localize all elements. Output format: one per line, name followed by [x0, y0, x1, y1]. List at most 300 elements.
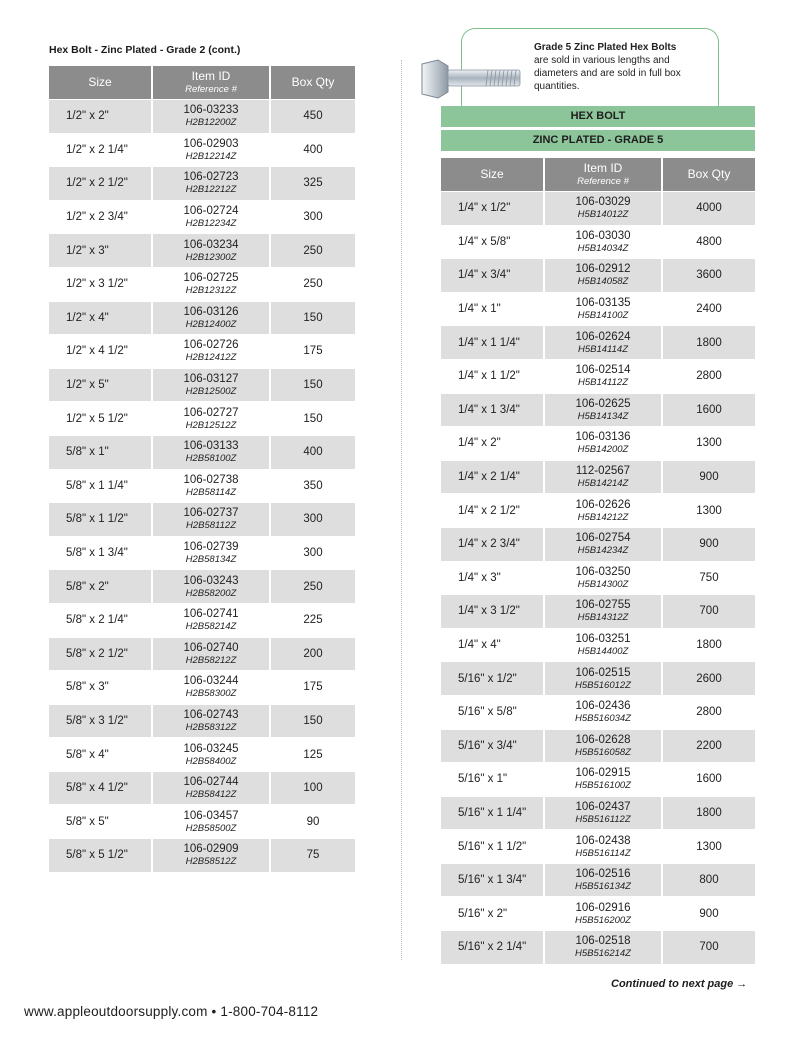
- item-id: 106-02727: [183, 406, 239, 419]
- box-qty-cell: 900: [663, 528, 755, 561]
- reference-number: H2B58312Z: [185, 721, 237, 733]
- size-cell: 5/16" x 1/2": [441, 662, 545, 695]
- item-id-cell: [153, 738, 271, 771]
- item-id: 106-02915: [575, 767, 631, 780]
- reference-number: H2B12500Z: [185, 386, 237, 398]
- size-cell: 5/8" x 4": [49, 738, 153, 771]
- table-header-row: [441, 158, 755, 191]
- reference-number: H5B516214Z: [575, 948, 631, 960]
- reference-number: H2B58200Z: [185, 587, 237, 599]
- item-id-cell: [545, 897, 663, 930]
- item-id-cell: [545, 763, 663, 796]
- item-id: 106-03135: [575, 297, 631, 310]
- table-row: [49, 302, 355, 335]
- table-row: [441, 494, 755, 527]
- size-cell: 1/2" x 2 1/2": [49, 167, 153, 200]
- item-id-cell: [545, 830, 663, 863]
- item-id-cell: [545, 562, 663, 595]
- size-cell: 1/4" x 3/4": [441, 259, 545, 292]
- item-id: 106-02744: [183, 776, 239, 789]
- table-row: [441, 629, 755, 662]
- reference-number: H5B14012Z: [577, 209, 629, 221]
- item-id: 106-03126: [183, 305, 239, 318]
- item-id: 106-02436: [575, 700, 631, 713]
- box-qty-cell: 150: [271, 302, 355, 335]
- box-qty-cell: 250: [271, 570, 355, 603]
- table-row: [441, 662, 755, 695]
- size-cell: 5/16" x 3/4": [441, 730, 545, 763]
- box-qty-cell: 900: [699, 907, 719, 920]
- table-row: [49, 335, 355, 368]
- grade5-table: [441, 157, 755, 965]
- table-row: [49, 470, 355, 503]
- reference-label: Reference #: [577, 175, 629, 187]
- table-row: [441, 293, 755, 326]
- box-qty-cell: 125: [303, 748, 323, 761]
- size-header: Size: [49, 66, 153, 99]
- item-id-cell: [545, 293, 663, 326]
- box-qty-cell: 175: [303, 681, 323, 694]
- size-cell: 1/4" x 3": [441, 562, 545, 595]
- table-row: [441, 763, 755, 796]
- table-row: [441, 461, 755, 494]
- item-id: 106-03127: [183, 373, 239, 386]
- reference-number: H5B516112Z: [575, 813, 631, 825]
- item-id-cell: [153, 604, 271, 637]
- size-cell: 1/4" x 2": [441, 427, 545, 460]
- size-cell: 1/4" x 5/8": [441, 226, 545, 259]
- box-qty-cell: 1800: [663, 326, 755, 359]
- reference-number: H2B12200Z: [185, 117, 237, 129]
- table-row: [49, 503, 355, 536]
- size-cell: 1/2" x 2 3/4": [49, 201, 153, 234]
- reference-number: H5B516134Z: [575, 881, 631, 893]
- table-row: [441, 830, 755, 863]
- size-cell: 1/2" x 4 1/2": [49, 335, 153, 368]
- box-qty-cell: 800: [663, 864, 755, 897]
- reference-number: H2B58214Z: [185, 621, 237, 633]
- box-qty-cell: 325: [271, 167, 355, 200]
- table-row: [441, 394, 755, 427]
- item-id: 106-02755: [575, 599, 631, 612]
- item-id: 106-02912: [575, 263, 631, 276]
- table-header-row: [49, 66, 355, 99]
- size-cell: 1/2" x 5": [49, 369, 153, 402]
- item-id: 106-02516: [575, 868, 631, 881]
- item-id-cell: [153, 671, 271, 704]
- item-id-cell: [153, 503, 271, 536]
- item-id-cell: [545, 864, 663, 897]
- item-id: 106-02625: [575, 397, 631, 410]
- box-qty-cell: 300: [303, 547, 323, 560]
- table-row: [441, 562, 755, 595]
- table-row: [49, 604, 355, 637]
- size-cell: 1/4" x 2 1/4": [441, 461, 545, 494]
- size-header: Size: [441, 158, 545, 191]
- table-row: [441, 360, 755, 393]
- hex-bolt-icon: [412, 58, 524, 102]
- reference-number: H2B58500Z: [185, 822, 237, 834]
- reference-label: Reference #: [185, 83, 237, 95]
- box-qty-cell: 150: [303, 412, 323, 425]
- callout-text: [534, 41, 710, 93]
- size-cell: 5/8" x 5 1/2": [49, 839, 153, 872]
- item-id: 106-03244: [183, 675, 239, 688]
- item-id-cell: [545, 494, 663, 527]
- reference-number: H2B12212Z: [185, 184, 237, 196]
- item-id-header: [153, 66, 271, 99]
- table-row: [441, 192, 755, 225]
- item-id-cell: [545, 259, 663, 292]
- box-qty-cell: 100: [271, 772, 355, 805]
- item-id-cell: [153, 201, 271, 234]
- item-id-cell: [153, 335, 271, 368]
- box-qty-cell: 300: [303, 211, 323, 224]
- table-row: [441, 259, 755, 292]
- size-cell: 5/16" x 1 1/2": [441, 830, 545, 863]
- item-id: 106-02438: [575, 834, 631, 847]
- table-row: [441, 897, 755, 930]
- box-qty-cell: 750: [699, 571, 719, 584]
- size-cell: 5/16" x 1 1/4": [441, 797, 545, 830]
- table-row: [49, 436, 355, 469]
- item-id: 106-03233: [183, 104, 239, 117]
- size-cell: 5/16" x 1": [441, 763, 545, 796]
- table-row: [441, 595, 755, 628]
- box-qty-cell: 250: [271, 234, 355, 267]
- item-id: 106-02738: [183, 473, 239, 486]
- box-qty-cell: 4800: [696, 235, 722, 248]
- box-qty-cell: 90: [306, 815, 320, 828]
- item-id-cell: [153, 167, 271, 200]
- table-row: [49, 738, 355, 771]
- box-qty-cell: 1300: [696, 840, 722, 853]
- size-cell: 5/8" x 1 3/4": [49, 537, 153, 570]
- item-id-cell: [153, 436, 271, 469]
- reference-number: H2B12512Z: [185, 419, 237, 431]
- box-qty-cell: 250: [303, 278, 323, 291]
- item-id-cell: [153, 100, 271, 133]
- item-id: 106-02909: [183, 843, 239, 856]
- item-id: 106-02903: [183, 137, 239, 150]
- table-row: [49, 638, 355, 671]
- reference-number: H2B58134Z: [185, 554, 237, 566]
- item-id-cell: [153, 805, 271, 838]
- table-row: [49, 134, 355, 167]
- item-id-cell: [545, 595, 663, 628]
- item-id-cell: [153, 570, 271, 603]
- item-id: 106-03133: [183, 440, 239, 453]
- size-cell: 1/4" x 4": [441, 629, 545, 662]
- box-qty-cell: 1800: [696, 639, 722, 652]
- item-id-cell: [545, 797, 663, 830]
- item-id: 106-02743: [183, 708, 239, 721]
- box-qty-cell: 75: [271, 839, 355, 872]
- callout-title: Grade 5 Zinc Plated Hex Bolts: [534, 42, 677, 53]
- reference-number: H5B516058Z: [575, 746, 631, 758]
- left-table-title: Hex Bolt - Zinc Plated - Grade 2 (cont.): [49, 44, 241, 56]
- size-cell: 1/2" x 4": [49, 302, 153, 335]
- reference-number: H5B14100Z: [577, 310, 629, 322]
- size-cell: 5/16" x 2 1/4": [441, 931, 545, 964]
- reference-number: H5B14312Z: [577, 612, 629, 624]
- size-cell: 1/2" x 2": [49, 100, 153, 133]
- size-cell: 5/8" x 1 1/2": [49, 503, 153, 536]
- box-qty-cell: 1600: [696, 773, 722, 786]
- size-cell: 1/4" x 2 3/4": [441, 528, 545, 561]
- box-qty-header: Box Qty: [663, 158, 755, 191]
- size-cell: 1/2" x 5 1/2": [49, 402, 153, 435]
- item-id-label: Item ID: [191, 68, 231, 83]
- reference-number: H2B58412Z: [185, 789, 237, 801]
- size-cell: 5/8" x 3": [49, 671, 153, 704]
- item-id-cell: [545, 696, 663, 729]
- box-qty-cell: 2800: [696, 706, 722, 719]
- item-id-header: [545, 158, 663, 191]
- size-cell: 1/4" x 1 1/2": [441, 360, 545, 393]
- box-qty-cell: 2800: [696, 370, 722, 383]
- item-id: 106-02754: [575, 532, 631, 545]
- table-row: [441, 931, 755, 964]
- table-row: [49, 402, 355, 435]
- reference-number: H5B516114Z: [575, 847, 631, 859]
- item-id: 106-03234: [183, 238, 239, 251]
- table-row: [49, 369, 355, 402]
- item-id-cell: [545, 326, 663, 359]
- table-row: [441, 326, 755, 359]
- size-cell: 1/2" x 3 1/2": [49, 268, 153, 301]
- box-qty-cell: 150: [271, 705, 355, 738]
- size-cell: 1/2" x 2 1/4": [49, 134, 153, 167]
- item-id-cell: [153, 537, 271, 570]
- item-id: 106-02518: [575, 935, 631, 948]
- column-divider: [401, 60, 402, 960]
- item-id-cell: [545, 226, 663, 259]
- box-qty-cell: 150: [271, 369, 355, 402]
- table-row: [441, 797, 755, 830]
- item-id: 106-02724: [183, 205, 239, 218]
- box-qty-cell: 1600: [663, 394, 755, 427]
- reference-number: H2B12400Z: [185, 318, 237, 330]
- item-id: 106-02740: [183, 641, 239, 654]
- size-cell: 5/8" x 2 1/4": [49, 604, 153, 637]
- item-id-cell: [545, 528, 663, 561]
- box-qty-cell: 700: [663, 595, 755, 628]
- reference-number: H5B14214Z: [577, 478, 629, 490]
- reference-number: H5B14200Z: [577, 444, 629, 456]
- table-row: [441, 528, 755, 561]
- size-cell: 5/8" x 3 1/2": [49, 705, 153, 738]
- item-id: 106-02723: [183, 171, 239, 184]
- reference-number: H5B14212Z: [577, 511, 629, 523]
- table-row: [49, 100, 355, 133]
- table-row: [441, 427, 755, 460]
- box-qty-cell: 400: [271, 436, 355, 469]
- item-id: 106-03029: [575, 196, 631, 209]
- item-id: 106-02725: [183, 272, 239, 285]
- callout-body: are sold in various lengths and diameters and are sold in full box quantities.: [534, 55, 681, 92]
- item-id: 106-02726: [183, 339, 239, 352]
- size-cell: 5/16" x 2": [441, 897, 545, 930]
- table-row: [441, 864, 755, 897]
- hex-bolt-banner: HEX BOLT: [441, 106, 755, 127]
- size-cell: 1/4" x 1/2": [441, 192, 545, 225]
- reference-number: H5B14114Z: [578, 343, 628, 355]
- item-id: 106-02437: [575, 800, 631, 813]
- size-cell: 1/4" x 3 1/2": [441, 595, 545, 628]
- reference-number: H2B58300Z: [185, 688, 237, 700]
- item-id-cell: [153, 470, 271, 503]
- size-cell: 5/8" x 5": [49, 805, 153, 838]
- item-id-cell: [153, 369, 271, 402]
- item-id: 106-02624: [575, 330, 631, 343]
- box-qty-cell: 175: [303, 345, 323, 358]
- item-id: 106-02737: [183, 507, 239, 520]
- box-qty-cell: 1800: [663, 797, 755, 830]
- box-qty-cell: 200: [271, 638, 355, 671]
- table-row: [49, 234, 355, 267]
- size-cell: 1/4" x 1": [441, 293, 545, 326]
- size-cell: 1/2" x 3": [49, 234, 153, 267]
- item-id-cell: [153, 134, 271, 167]
- item-id: 106-03250: [575, 565, 631, 578]
- table-row: [49, 705, 355, 738]
- box-qty-cell: 450: [271, 100, 355, 133]
- reference-number: H2B12412Z: [185, 352, 237, 364]
- reference-number: H5B516100Z: [575, 780, 631, 792]
- table-row: [49, 839, 355, 872]
- item-id: 106-02626: [575, 498, 631, 511]
- size-cell: 5/16" x 1 3/4": [441, 864, 545, 897]
- item-id-cell: [545, 662, 663, 695]
- box-qty-cell: 2200: [663, 730, 755, 763]
- reference-number: H5B516200Z: [575, 914, 631, 926]
- item-id-cell: [545, 394, 663, 427]
- table-row: [49, 805, 355, 838]
- reference-number: H5B516034Z: [575, 713, 631, 725]
- item-id: 106-03136: [575, 431, 631, 444]
- reference-number: H2B58212Z: [185, 654, 237, 666]
- reference-number: H5B14058Z: [577, 276, 629, 288]
- item-id-cell: [153, 268, 271, 301]
- table-row: [49, 201, 355, 234]
- box-qty-cell: 1300: [696, 504, 722, 517]
- box-qty-cell: 2400: [696, 303, 722, 316]
- grade2-table: [49, 65, 355, 873]
- box-qty-cell: 1300: [696, 437, 722, 450]
- reference-number: H5B14034Z: [577, 242, 629, 254]
- item-id-cell: [545, 192, 663, 225]
- box-qty-cell: 3600: [663, 259, 755, 292]
- item-id: 106-02741: [183, 608, 239, 621]
- box-qty-cell: 300: [271, 503, 355, 536]
- box-qty-cell: 4000: [663, 192, 755, 225]
- table-row: [49, 570, 355, 603]
- item-id-cell: [153, 772, 271, 805]
- item-id-cell: [545, 360, 663, 393]
- size-cell: 1/4" x 2 1/2": [441, 494, 545, 527]
- reference-number: H2B58512Z: [185, 856, 237, 868]
- reference-number: H5B14134Z: [577, 410, 629, 422]
- box-qty-cell: 700: [663, 931, 755, 964]
- reference-number: H5B14400Z: [577, 646, 629, 658]
- box-qty-cell: 225: [303, 614, 323, 627]
- grade2-table-body: [49, 100, 355, 872]
- continued-note: Continued to next page →: [611, 978, 748, 990]
- size-cell: 5/8" x 1": [49, 436, 153, 469]
- reference-number: H2B12300Z: [185, 251, 237, 263]
- item-id: 106-02916: [575, 901, 631, 914]
- table-row: [49, 772, 355, 805]
- item-id-cell: [545, 629, 663, 662]
- table-row: [49, 268, 355, 301]
- zinc-plated-grade5-banner: ZINC PLATED - GRADE 5: [441, 130, 755, 151]
- item-id-cell: [153, 302, 271, 335]
- reference-number: H5B516012Z: [575, 679, 631, 691]
- item-id-cell: [153, 705, 271, 738]
- size-cell: 5/8" x 1 1/4": [49, 470, 153, 503]
- reference-number: H5B14300Z: [577, 578, 629, 590]
- reference-number: H2B58114Z: [186, 486, 236, 498]
- item-id-label: Item ID: [583, 160, 623, 175]
- item-id-cell: [545, 427, 663, 460]
- reference-number: H2B58400Z: [185, 755, 237, 767]
- size-cell: 5/8" x 4 1/2": [49, 772, 153, 805]
- table-row: [441, 696, 755, 729]
- size-cell: 5/8" x 2": [49, 570, 153, 603]
- reference-number: H2B58112Z: [186, 520, 236, 532]
- item-id: 106-02515: [575, 666, 631, 679]
- item-id-cell: [153, 234, 271, 267]
- size-cell: 1/4" x 1 3/4": [441, 394, 545, 427]
- box-qty-cell: 400: [303, 143, 323, 156]
- reference-number: H2B12234Z: [185, 218, 237, 230]
- reference-number: H2B58100Z: [185, 453, 237, 465]
- box-qty-header: Box Qty: [271, 66, 355, 99]
- table-row: [441, 730, 755, 763]
- item-id: 106-02514: [575, 364, 631, 377]
- size-cell: 5/8" x 2 1/2": [49, 638, 153, 671]
- reference-number: H5B14112Z: [578, 377, 628, 389]
- item-id-cell: [153, 638, 271, 671]
- table-row: [49, 537, 355, 570]
- item-id-cell: [545, 931, 663, 964]
- table-row: [441, 226, 755, 259]
- item-id: 106-03243: [183, 574, 239, 587]
- reference-number: H2B12214Z: [185, 150, 237, 162]
- item-id-cell: [545, 730, 663, 763]
- reference-number: H2B12312Z: [185, 285, 237, 297]
- item-id-cell: [153, 839, 271, 872]
- table-row: [49, 167, 355, 200]
- box-qty-cell: 900: [663, 461, 755, 494]
- item-id: 112-02567: [575, 465, 631, 478]
- footer-contact: www.appleoutdoorsupply.com • 1-800-704-8112: [24, 1004, 319, 1019]
- item-id: 106-03457: [183, 809, 239, 822]
- box-qty-cell: 350: [303, 479, 323, 492]
- item-id: 106-02628: [575, 733, 631, 746]
- item-id-cell: [153, 402, 271, 435]
- item-id: 106-03245: [183, 742, 239, 755]
- size-cell: 5/16" x 5/8": [441, 696, 545, 729]
- item-id: 106-03030: [575, 229, 631, 242]
- grade5-table-body: [441, 192, 755, 964]
- item-id-cell: [545, 461, 663, 494]
- size-cell: 1/4" x 1 1/4": [441, 326, 545, 359]
- item-id: 106-03251: [575, 633, 631, 646]
- item-id: 106-02739: [183, 541, 239, 554]
- table-row: [49, 671, 355, 704]
